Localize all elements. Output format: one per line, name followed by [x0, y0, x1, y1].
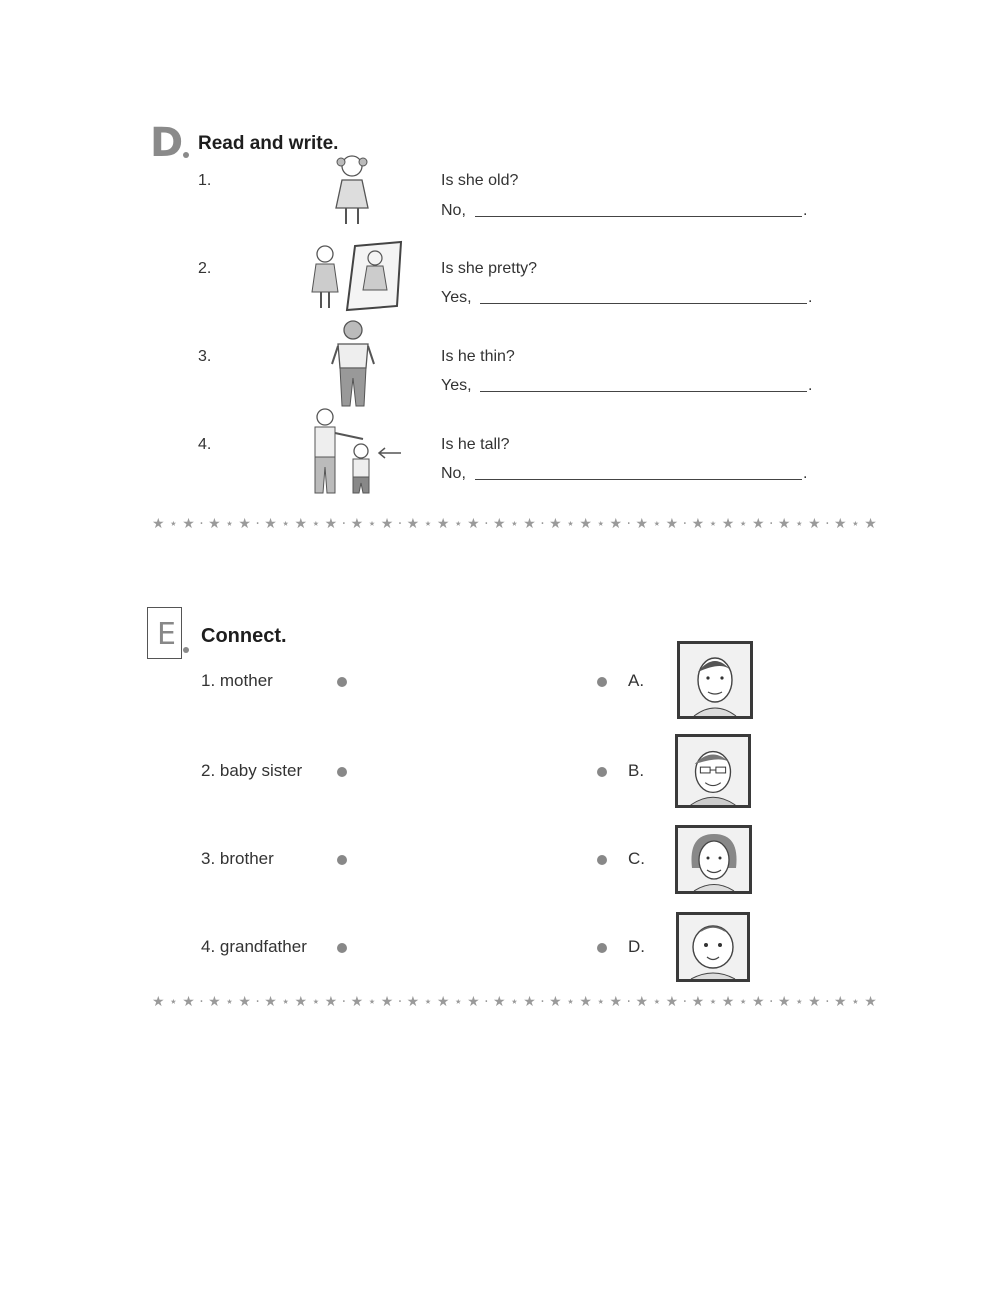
connect-right-label: C. — [628, 849, 645, 868]
section-d-title: Read and write. — [198, 133, 339, 154]
man-and-boy-illustration — [305, 405, 405, 497]
item-number: 4. — [198, 436, 212, 453]
connect-dot-right[interactable] — [597, 767, 607, 777]
connect-dot-left[interactable] — [337, 767, 347, 777]
section-d-letter: D — [150, 120, 184, 166]
connect-left-item: 1. mother — [201, 671, 273, 690]
girl-illustration — [330, 152, 375, 230]
svg-text:★ ⋆ ★ · ★ ⋆ ★ · ★ ⋆ ★ ⋆ ★ · ★: ★ ⋆ ★ · ★ ⋆ ★ · ★ ⋆ ★ ⋆ ★ · ★ ⋆ ★ · ★ ⋆ ★ ⋆ ★ · ★ ⋆ ★ · ★ ⋆ ★ ⋆ ★ · ★ ⋆ ★ · ★ ⋆ ★ ⋆ ★ · ★ ⋆ ★ · ★ ⋆ ★ — [152, 994, 877, 1010]
item-number: 1. — [198, 172, 212, 189]
question-text: Is she old? — [441, 172, 519, 189]
brother-portrait — [677, 641, 753, 719]
mother-portrait — [675, 825, 752, 894]
question-text: Is he tall? — [441, 436, 510, 453]
connect-dot-right[interactable] — [597, 943, 607, 953]
svg-text:★ ⋆ ★ · ★ ⋆ ★ · ★ ⋆ ★ ⋆ ★ · ★: ★ ⋆ ★ · ★ ⋆ ★ · ★ ⋆ ★ ⋆ ★ · ★ ⋆ ★ · ★ ⋆ ★ ⋆ ★ · ★ ⋆ ★ · ★ ⋆ ★ ⋆ ★ · ★ ⋆ ★ · ★ ⋆ ★ ⋆ ★ · ★ ⋆ ★ · ★ ⋆ ★ — [152, 516, 877, 532]
connect-left-item: 4. grandfather — [201, 937, 307, 956]
answer-blank[interactable] — [475, 479, 802, 480]
answer-prefix: No, — [441, 465, 466, 482]
connect-dot-right[interactable] — [597, 855, 607, 865]
answer-period: . — [803, 202, 808, 219]
connect-dot-right[interactable] — [597, 677, 607, 687]
star-divider — [150, 512, 885, 536]
question-text: Is she pretty? — [441, 260, 538, 277]
answer-prefix: Yes, — [441, 289, 472, 306]
section-e-title: Connect. — [201, 625, 287, 647]
answer-prefix: Yes, — [441, 377, 472, 394]
answer-blank[interactable] — [480, 303, 807, 304]
section-e-letter: E — [157, 617, 176, 652]
baby-sister-portrait — [676, 912, 750, 982]
section-e-letter-dot — [183, 647, 189, 653]
girl-mirror-illustration — [305, 240, 405, 312]
connect-right-label: A. — [628, 671, 645, 690]
answer-period: . — [808, 289, 813, 306]
connect-dot-left[interactable] — [337, 677, 347, 687]
grandfather-portrait — [675, 734, 751, 808]
connect-left-item: 3. brother — [201, 849, 274, 868]
section-d-letter-dot — [183, 152, 189, 158]
answer-blank[interactable] — [480, 391, 807, 392]
connect-right-label: D. — [628, 937, 645, 956]
star-divider — [150, 990, 885, 1014]
answer-blank[interactable] — [475, 216, 802, 217]
answer-period: . — [803, 465, 808, 482]
thin-man-illustration — [328, 318, 378, 410]
question-text: Is he thin? — [441, 348, 515, 365]
answer-prefix: No, — [441, 202, 466, 219]
item-number: 3. — [198, 348, 212, 365]
connect-dot-left[interactable] — [337, 943, 347, 953]
answer-period: . — [808, 377, 813, 394]
item-number: 2. — [198, 260, 212, 277]
connect-right-label: B. — [628, 761, 645, 780]
connect-left-item: 2. baby sister — [201, 761, 303, 780]
connect-dot-left[interactable] — [337, 855, 347, 865]
